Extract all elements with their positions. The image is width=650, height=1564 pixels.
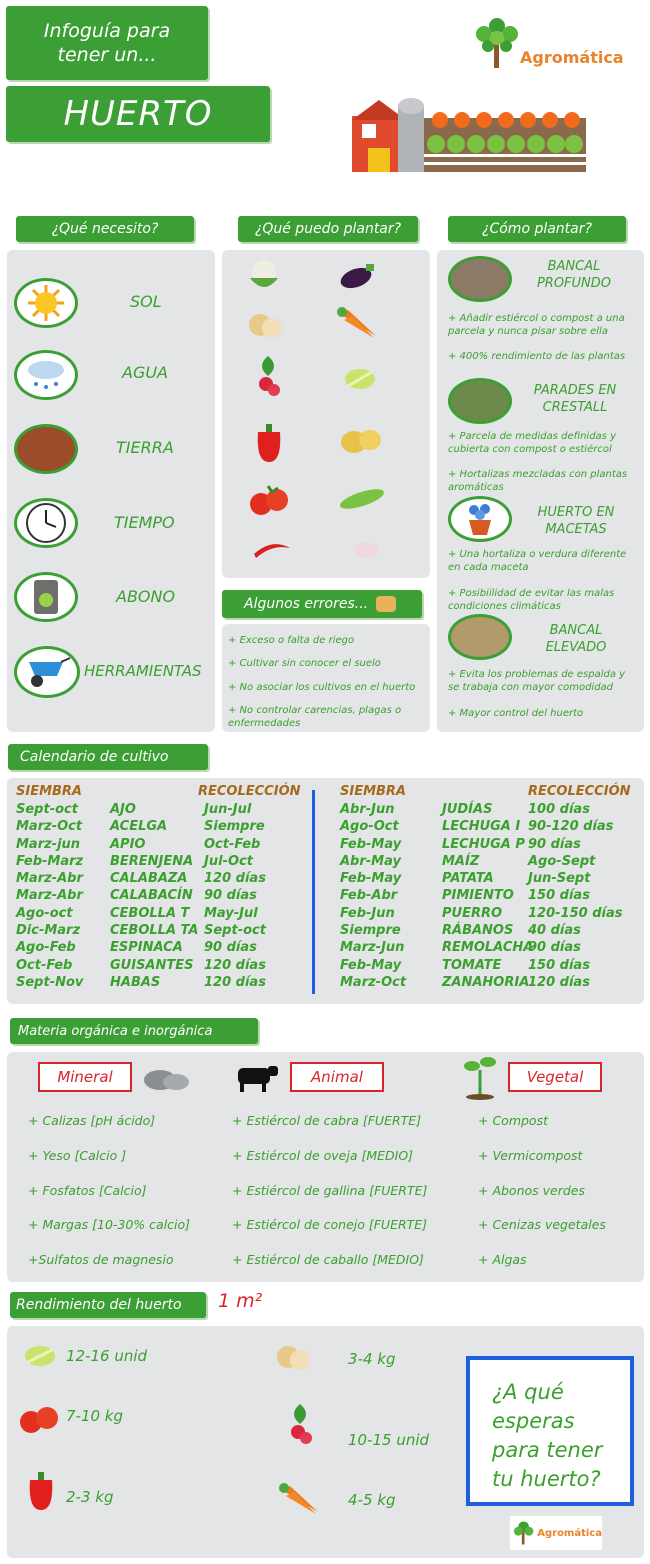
how-item: + Parcela de medidas definidas y cubierta con compost o estiércol bbox=[448, 431, 616, 455]
cal-siembra: Marz-Abr bbox=[16, 888, 83, 904]
calendar-heading-siembra: SIEMBRA bbox=[16, 784, 82, 799]
yield-header bbox=[10, 1292, 206, 1318]
calendar-row bbox=[16, 922, 310, 939]
how-item: + Posibiilidad de evitar las malas condiciones climáticas bbox=[448, 588, 615, 612]
cal-harvest: 90 días bbox=[528, 836, 581, 852]
calendar-row bbox=[16, 974, 310, 991]
how-header bbox=[448, 216, 626, 242]
cal-harvest: 90 días bbox=[204, 940, 257, 956]
yield-value: 2-3 kg bbox=[66, 1488, 114, 1506]
cal-siembra: Siempre bbox=[340, 923, 401, 939]
cal-siembra: Feb-Jun bbox=[340, 905, 395, 921]
intro-banner bbox=[6, 6, 208, 80]
error-item: + Cultivar sin conocer el suelo bbox=[228, 658, 381, 669]
mineral-item: + Calizas [pH ácido] bbox=[28, 1113, 156, 1128]
radish-icon bbox=[282, 1402, 320, 1448]
calendar-row bbox=[16, 957, 310, 974]
animal-item: + Estiércol de caballo [MEDIO] bbox=[232, 1252, 424, 1267]
cal-crop: LECHUGA I bbox=[442, 819, 521, 835]
need-header-label: ¿Qué necesito? bbox=[51, 221, 159, 237]
cal-siembra: Marz-Oct bbox=[340, 974, 407, 990]
animal-item: + Estiércol de conejo [FUERTE] bbox=[232, 1217, 428, 1232]
calendar-row bbox=[340, 801, 640, 818]
brand-logo bbox=[472, 16, 632, 76]
cal-siembra: Abr-Jun bbox=[340, 802, 395, 817]
calendar-row bbox=[16, 836, 310, 853]
cal-harvest: 40 días bbox=[528, 923, 581, 939]
cal-siembra: Feb-May bbox=[340, 836, 402, 852]
calendar-row bbox=[340, 957, 640, 974]
how-title-line2: ELEVADO bbox=[545, 640, 607, 655]
need-label-agua: AGUA bbox=[122, 363, 168, 382]
calendar-row bbox=[340, 939, 640, 956]
cal-siembra: Marz-Jun bbox=[340, 940, 405, 956]
how-title-line1: PARADES EN bbox=[533, 383, 617, 398]
cal-harvest: 100 días bbox=[528, 802, 590, 817]
clock-icon bbox=[14, 498, 78, 548]
yield-value: 10-15 unid bbox=[348, 1431, 430, 1449]
cal-harvest: Jun-Jul bbox=[204, 802, 252, 817]
calendar-row bbox=[16, 870, 310, 887]
cal-harvest: 120 días bbox=[204, 871, 266, 887]
how-item: + Una hortaliza o verdura diferente en cada maceta bbox=[448, 549, 627, 573]
plant-header-label: ¿Qué puedo plantar? bbox=[254, 221, 402, 237]
cal-siembra: Sept-Nov bbox=[16, 974, 84, 990]
cal-siembra: Feb-Marz bbox=[16, 853, 84, 869]
onion-icon bbox=[246, 308, 286, 340]
cal-harvest: 120 días bbox=[528, 974, 590, 990]
tomato-icon bbox=[18, 1400, 60, 1436]
page-title: HUERTO bbox=[63, 94, 213, 134]
fertilizer-bag-icon bbox=[14, 572, 78, 622]
how-item: + Evita los problemas de espalda y se trabaja con mayor comodidad bbox=[448, 669, 626, 693]
cal-siembra: Marz-jun bbox=[16, 836, 81, 852]
cauliflower-icon bbox=[246, 256, 282, 290]
tomato-icon bbox=[248, 482, 290, 518]
calendar-right-table bbox=[340, 801, 640, 991]
cal-crop: BERENJENA bbox=[110, 853, 194, 869]
cal-harvest: May-Jul bbox=[204, 905, 258, 921]
need-label-tierra: TIERRA bbox=[116, 438, 174, 457]
how-item: + Mayor control del huerto bbox=[448, 708, 584, 719]
how-title-line1: BANCAL bbox=[547, 259, 601, 274]
mineral-item: +Sulfatos de magnesio bbox=[28, 1252, 174, 1267]
need-header bbox=[16, 216, 194, 242]
animal-label: Animal bbox=[290, 1062, 384, 1092]
tree-logo-icon bbox=[472, 16, 522, 70]
cal-siembra: Ago-Oct bbox=[340, 819, 399, 835]
need-label-herramientas: HERRAMIENTAS bbox=[84, 662, 202, 680]
vegetal-item: + Algas bbox=[478, 1252, 527, 1267]
cal-siembra: Ago-Feb bbox=[16, 940, 76, 956]
chard-icon bbox=[22, 1342, 58, 1370]
plants-panel bbox=[222, 250, 430, 578]
plant-header bbox=[238, 216, 418, 242]
how-item: + Añadir estiércol o compost a una parcela y nunca pisar sobre ella bbox=[448, 313, 625, 337]
animal-item: + Estiércol de cabra [FUERTE] bbox=[232, 1113, 422, 1128]
calendar-heading-siembra: SIEMBRA bbox=[340, 784, 406, 799]
yield-value: 12-16 unid bbox=[66, 1347, 148, 1365]
how-title-line2: MACETAS bbox=[545, 522, 607, 537]
cal-harvest: Sept-oct bbox=[204, 923, 266, 939]
cal-harvest: 90 días bbox=[528, 940, 581, 956]
cal-crop: ZANAHORIA bbox=[442, 974, 530, 990]
soil-icon bbox=[14, 424, 78, 474]
cal-harvest: 90 días bbox=[204, 888, 257, 904]
calendar-row bbox=[16, 887, 310, 904]
how-item: + Hortalizas mezcladas con plantas aromáticas bbox=[448, 469, 628, 493]
cal-harvest: 120 días bbox=[204, 957, 266, 973]
mineral-item: + Yeso [Calcio ] bbox=[28, 1148, 127, 1163]
yield-value: 4-5 kg bbox=[348, 1491, 396, 1509]
vegetal-item: + Vermicompost bbox=[478, 1148, 583, 1163]
cal-crop: CALABACÍN bbox=[110, 888, 193, 904]
cal-siembra: Feb-May bbox=[340, 871, 402, 887]
calendar-heading-recoleccion: RECOLECCIÓN bbox=[198, 784, 301, 799]
rain-cloud-icon bbox=[14, 350, 78, 400]
calendar-row bbox=[340, 853, 640, 870]
how-title bbox=[524, 504, 628, 538]
calendar-left-table bbox=[16, 801, 310, 991]
calendar-header bbox=[8, 744, 208, 770]
yield-header-label: Rendimiento del huerto bbox=[16, 1297, 182, 1313]
farm-illustration bbox=[352, 98, 592, 174]
calendar-row bbox=[340, 887, 640, 904]
how-item: + 400% rendimiento de las plantas bbox=[448, 351, 626, 362]
yield-value: 3-4 kg bbox=[348, 1350, 396, 1368]
cal-crop: PIMIENTO bbox=[442, 888, 514, 904]
calendar-divider bbox=[312, 790, 315, 994]
calendar-row bbox=[340, 836, 640, 853]
rocks-icon bbox=[142, 1062, 192, 1092]
calendar-row bbox=[16, 939, 310, 956]
footer-brand: Agromática bbox=[537, 1527, 602, 1539]
cal-crop: MAÍZ bbox=[442, 853, 480, 869]
error-item: + No controlar carencias, plagas o enfermedades bbox=[228, 705, 402, 729]
radish-icon bbox=[250, 354, 288, 400]
potato-icon bbox=[338, 424, 384, 458]
cal-crop: GUISANTES bbox=[110, 957, 194, 973]
cal-crop: PATATA bbox=[442, 871, 494, 887]
pepper-icon bbox=[252, 424, 286, 464]
yield-unit: 1 m² bbox=[218, 1290, 263, 1312]
calendar-row bbox=[340, 870, 640, 887]
wheelbarrow-icon bbox=[14, 646, 80, 698]
footer-logo bbox=[510, 1516, 602, 1550]
how-title-line2: PROFUNDO bbox=[536, 276, 612, 291]
flowerpot-icon bbox=[448, 496, 512, 542]
peas-icon bbox=[338, 484, 388, 514]
errors-header bbox=[222, 590, 422, 618]
chili-icon bbox=[252, 538, 292, 560]
cal-siembra: Abr-May bbox=[340, 853, 401, 869]
intro-line2: tener un... bbox=[57, 44, 157, 66]
calendar-row bbox=[16, 801, 310, 818]
cal-harvest: 120 días bbox=[204, 974, 266, 990]
need-label-sol: SOL bbox=[130, 292, 162, 311]
how-header-label: ¿Cómo plantar? bbox=[482, 221, 592, 237]
cal-harvest: Jul-Oct bbox=[204, 853, 253, 869]
thumbs-down-icon bbox=[376, 596, 396, 612]
error-item: + No asociar los cultivos en el huerto bbox=[228, 682, 416, 693]
animal-item: + Estiércol de oveja [MEDIO] bbox=[232, 1148, 414, 1163]
title-banner bbox=[6, 86, 270, 142]
calendar-row bbox=[16, 818, 310, 835]
yield-value: 7-10 kg bbox=[66, 1407, 124, 1425]
cta-text: ¿A qué esperas para tener tu huerto? bbox=[492, 1380, 603, 1491]
how-title bbox=[526, 622, 626, 656]
mineral-item: + Margas [10-30% calcio] bbox=[28, 1217, 191, 1232]
vegetal-item: + Abonos verdes bbox=[478, 1183, 586, 1198]
sprout-icon bbox=[462, 1052, 498, 1100]
pepper-icon bbox=[24, 1472, 58, 1512]
cal-siembra: Marz-Oct bbox=[16, 819, 83, 835]
cal-harvest: Siempre bbox=[204, 819, 265, 835]
cal-harvest: 90-120 días bbox=[528, 819, 614, 835]
cal-crop: CEBOLLA T bbox=[110, 905, 190, 921]
calendar-row bbox=[340, 922, 640, 939]
cal-siembra: Marz-Abr bbox=[16, 871, 83, 887]
vegetal-item: + Compost bbox=[478, 1113, 548, 1128]
cal-crop: TOMATE bbox=[442, 957, 502, 973]
cal-harvest: 150 días bbox=[528, 888, 590, 904]
brand-name: Agromática bbox=[520, 48, 624, 67]
cal-siembra: Dic-Marz bbox=[16, 923, 81, 939]
chard-icon bbox=[342, 364, 378, 394]
raised-bed-photo bbox=[448, 614, 512, 660]
calendar-row bbox=[16, 853, 310, 870]
sun-icon bbox=[14, 278, 78, 328]
calendar-row bbox=[340, 974, 640, 991]
how-title-line1: BANCAL bbox=[549, 623, 603, 638]
calendar-header-label: Calendario de cultivo bbox=[20, 749, 169, 765]
cal-siembra: Ago-oct bbox=[16, 905, 73, 921]
cal-crop: JUDÍAS bbox=[442, 802, 493, 817]
cal-crop: HABAS bbox=[110, 974, 161, 990]
farmer-photo bbox=[448, 378, 512, 424]
person-photo bbox=[448, 256, 512, 302]
tree-logo-icon bbox=[513, 1519, 534, 1547]
animal-item: + Estiércol de gallina [FUERTE] bbox=[232, 1183, 428, 1198]
how-title bbox=[522, 382, 628, 416]
how-title bbox=[524, 258, 624, 292]
garlic-icon bbox=[350, 536, 382, 560]
matter-header bbox=[10, 1018, 258, 1044]
cal-crop: LECHUGA P bbox=[442, 836, 525, 852]
error-item: + Exceso o falta de riego bbox=[228, 635, 355, 646]
calendar-row bbox=[340, 818, 640, 835]
cal-harvest: Jun-Sept bbox=[528, 871, 591, 887]
calendar-row bbox=[16, 905, 310, 922]
calendar-heading-recoleccion: RECOLECCIÓN bbox=[528, 784, 631, 799]
cal-crop: ESPINACA bbox=[110, 940, 183, 956]
cal-crop: CEBOLLA TA bbox=[110, 923, 199, 939]
cal-crop: REMOLACHA bbox=[442, 940, 534, 956]
mineral-label: Mineral bbox=[38, 1062, 132, 1092]
matter-header-label: Materia orgánica e inorgánica bbox=[18, 1023, 213, 1039]
cal-siembra: Oct-Feb bbox=[16, 957, 73, 973]
cal-harvest: Oct-Feb bbox=[204, 836, 261, 852]
need-label-abono: ABONO bbox=[116, 587, 176, 606]
carrot-icon bbox=[276, 1482, 322, 1516]
errors-header-label: Algunos errores... bbox=[244, 596, 369, 612]
cal-siembra: Sept-oct bbox=[16, 802, 78, 817]
cal-crop: AJO bbox=[110, 802, 136, 817]
cal-siembra: Feb-May bbox=[340, 957, 402, 973]
carrot-icon bbox=[334, 306, 380, 340]
cal-harvest: 150 días bbox=[528, 957, 590, 973]
cal-harvest: Ago-Sept bbox=[528, 853, 596, 869]
need-label-tiempo: TIEMPO bbox=[114, 513, 175, 532]
vegetal-item: + Cenizas vegetales bbox=[478, 1217, 606, 1232]
how-title-line2: CRESTALL bbox=[542, 400, 608, 415]
cal-harvest: 120-150 días bbox=[528, 905, 623, 921]
cal-crop: RÁBANOS bbox=[442, 923, 514, 939]
mineral-item: + Fosfatos [Calcio] bbox=[28, 1183, 147, 1198]
how-title-line1: HUERTO EN bbox=[537, 505, 615, 520]
vegetal-label: Vegetal bbox=[508, 1062, 602, 1092]
calendar-row bbox=[340, 905, 640, 922]
intro-line1: Infoguía para bbox=[43, 20, 171, 42]
onion-icon bbox=[274, 1340, 314, 1372]
cal-crop: CALABAZA bbox=[110, 871, 188, 887]
eggplant-icon bbox=[338, 262, 376, 290]
cal-crop: PUERRO bbox=[442, 905, 503, 921]
cal-crop: ACELGA bbox=[110, 819, 168, 835]
cal-siembra: Feb-Abr bbox=[340, 888, 398, 904]
cow-icon bbox=[230, 1062, 280, 1094]
cal-crop: APIO bbox=[110, 836, 146, 852]
cta-box bbox=[466, 1356, 634, 1506]
